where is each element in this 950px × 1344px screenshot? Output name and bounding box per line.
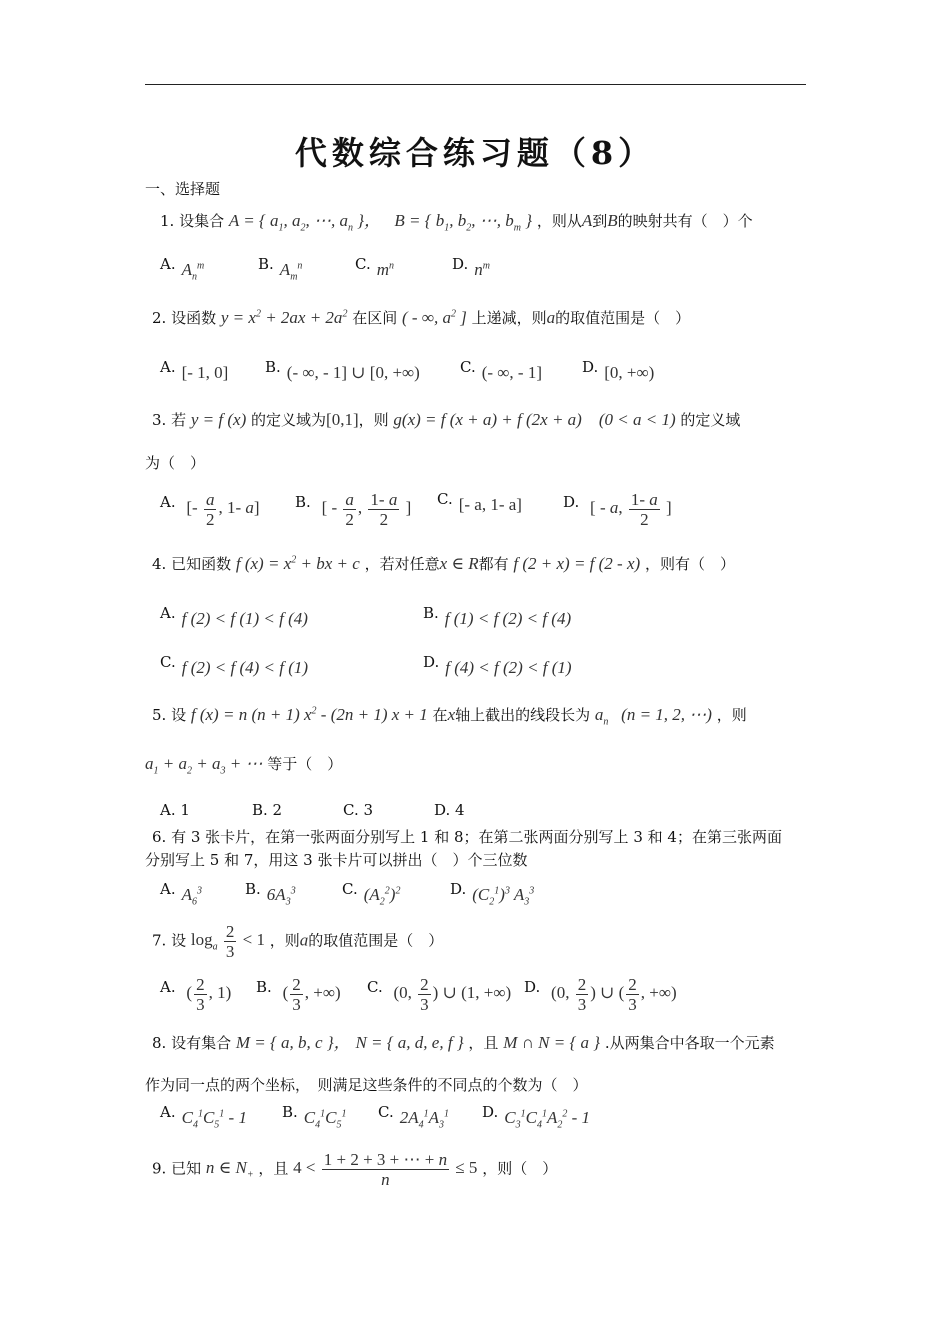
q2-option-d: D. [0, +∞) <box>582 358 655 382</box>
q2-option-a: A. [- 1, 0] <box>160 358 229 382</box>
q4-option-a: A. f (2) < f (1) < f (4) <box>160 604 308 628</box>
q5-option-c: C. 3 <box>343 801 374 819</box>
q6-option-a: A. $A_6^3$ <box>160 880 202 908</box>
question-5-line-2: $a_1 + a_2 + a_3$ + ⋯ 等于（ ） <box>145 754 343 777</box>
q6-option-c: C. $(A_2^2)^2$ <box>342 880 401 908</box>
q6-option-d: D. $(C_2^1)^3$ $A_3^3$ <box>450 880 535 908</box>
q8-option-d: D. $C_3^1C_4^1A_2^2 - 1$ <box>482 1103 591 1131</box>
question-1: 1. 设集合 A = { $a_1$, $a_2$, ⋯, $a_n$ }， B = { $b_1$, $b_2$, ⋯, $b_m$ } ，则从A到B的映射共有（ ）个 <box>160 211 753 234</box>
question-3: 3. 若 y = f (x) 的定义域为[0,1]，则 g(x) = f (x + a) + f (2x + a) (0 < a < 1) 的定义域 <box>152 410 741 429</box>
q3-option-a: A. [- $\frac{a}{2}$ , 1- a] <box>160 490 260 529</box>
q1-option-b: B. $A_m^n$ <box>258 255 303 283</box>
q4-option-c: C. f (2) < f (4) < f (1) <box>160 653 309 677</box>
question-4: 4. 已知函数 f $(x) = x^2$ + bx + c ，若对任意x ∈ R都有 f (2 + x) = f (2 - x) ，则有（ ） <box>152 554 735 573</box>
top-rule <box>145 84 806 85</box>
question-7: 7. 设 $\log_a$ $\frac{2}{3}$ < 1 ，则a的取值范围是（ ） <box>152 922 444 961</box>
q5-option-d: D. 4 <box>434 801 465 819</box>
question-8: 8. 设有集合 M = { a, b, c }， N = { a, d, e, f } ，且 M ∩ N = { a } .从两集合中各取一个元素 <box>152 1033 775 1052</box>
page-title: 代数综合练习题（8） <box>294 134 656 172</box>
question-9: 9. 已知 n ∈ $N_+$ ，且 4 < $\frac{1 + 2 + 3 + \cdots + n}{n}$ ≤ 5 ，则（ ） <box>152 1150 558 1189</box>
question-6-line-2: 分别写上 5 和 7，用这 3 张卡片可以拼出（ ）个三位数 <box>145 851 528 869</box>
q1-option-a: A. $A_n^m$ <box>160 255 205 283</box>
q5-option-b: B. 2 <box>252 801 283 819</box>
q2-option-b: B. (- ∞, - 1] ∪ [0, +∞) <box>265 358 420 382</box>
q8-option-a: A. $C_4^1C_5^1 - 1$ <box>160 1103 247 1131</box>
q7-option-c: C. (0, $\frac{2}{3}$ ) ∪ (1, +∞) <box>367 975 512 1014</box>
q5-option-a: A. 1 <box>160 801 190 819</box>
q8-option-c: C. $2A_4^1A_3^1$ <box>378 1103 449 1131</box>
q8-option-b: B. $C_4^1C_5^1$ <box>282 1103 347 1131</box>
question-2: 2. 设函数 $y = x^2 + 2ax + 2a^2$ 在区间 ( - ∞, $a^2$ ] 上递减，则a的取值范围是（ ） <box>152 308 691 327</box>
q7-option-b: B. ( $\frac{2}{3}$ , +∞) <box>256 975 341 1014</box>
q4-option-b: B. f (1) < f (2) < f (4) <box>423 604 572 628</box>
q3-option-c: C. [- a, 1- a] <box>437 490 522 514</box>
question-3-line-2: 为（ ） <box>145 454 206 472</box>
q4-option-d: D. f (4) < f (2) < f (1) <box>423 653 572 677</box>
q7-option-d: D. (0, $\frac{2}{3}$ ) ∪ ( $\frac{2}{3}$ , +∞) <box>524 975 677 1014</box>
question-8-line-2: 作为同一点的两个坐标， 则满足这些条件的不同点的个数为（ ） <box>145 1076 588 1094</box>
q1-option-d: D. $n^m$ <box>452 255 490 279</box>
q3-option-d: D. [ - a, $\frac{1- a}{2}$ ] <box>563 490 672 529</box>
section-heading: 一、选择题 <box>145 180 221 198</box>
q7-option-a: A. ( $\frac{2}{3}$ , 1) <box>160 975 232 1014</box>
q1-option-c: C. $m^n$ <box>355 255 394 279</box>
q2-option-c: C. (- ∞, - 1] <box>460 358 542 382</box>
question-6: 6. 有 3 张卡片，在第一张两面分别写上 1 和 8；在第二张两面分别写上 3 和 4；在第三张两面 <box>152 828 782 846</box>
question-5: 5. 设 f (x) = n (n + 1) $x^2 - (2n + 1) x + 1$ 在x轴上截出的线段长为 $a_n$ (n = 1, 2, ⋯) ，则 <box>152 705 747 728</box>
q6-option-b: B. $6A_3^3$ <box>245 880 296 908</box>
q3-option-b: B. [ - $\frac{a}{2}$ , $\frac{1- a}{2}$ ] <box>295 490 412 529</box>
